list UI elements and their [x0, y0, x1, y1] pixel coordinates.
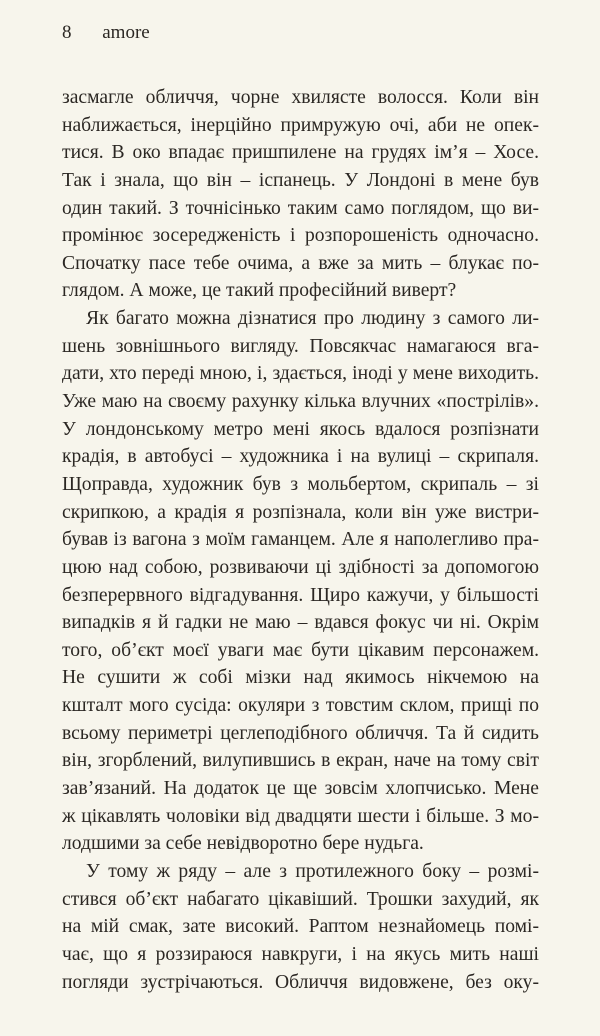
text-line: стився об’єкт набагато цікавіший. Трошки захудий, як [62, 888, 539, 910]
text-line: Щоправда, художник був з мольбертом, скрипаль – зі [62, 473, 539, 495]
text-line: випадків я й гадки не маю – вдався фокус чи ні. Окрім [62, 612, 539, 634]
text-line: У лондонському метро мені якось вдалося розпізнати [62, 418, 539, 440]
text-line: того, об’єкт моєї уваги має бути цікавим персонажем. [62, 639, 539, 661]
text-line: він, згорблений, вилупившись в екран, наче на тому світ [62, 750, 539, 772]
text-line: всьому периметрі цеглеподібного обличчя. Та й сидить [62, 722, 539, 744]
running-header [62, 22, 150, 44]
page-number: 8 [62, 22, 72, 43]
text-line: промінює зосередженість і розпорошеність одночасно. [62, 225, 539, 247]
text-line: погляди зустрічаються. Обличчя видовжене, без оку- [62, 971, 539, 993]
paragraph [62, 305, 539, 858]
text-line: бував із вагона з моїм гаманцем. Але я наполегливо пра- [62, 529, 539, 551]
text-line: скрипкою, а крадія я розпізнала, коли він уже вистри- [62, 501, 539, 523]
paragraph [62, 858, 539, 996]
page-body-text [62, 84, 539, 996]
running-title: amore [102, 22, 150, 43]
text-line: Як багато можна дізнатися про людину з самого ли- [86, 308, 539, 330]
text-line: зав’язаний. На додаток це ще зовсім хлопчисько. Мене [62, 778, 539, 800]
text-line: один такий. З точнісінько таким само поглядом, що ви- [62, 197, 539, 219]
text-line: кшталт мого сусіда: окуляри з товстим склом, прищі по [62, 695, 539, 717]
text-line: безперервного відгадування. Щиро кажучи, у більшості [62, 584, 539, 606]
text-line: чає, що я роззираюся навкруги, і на якусь мить наші [62, 943, 539, 965]
text-line: Спочатку пасе тебе очима, а вже за мить – блукає по- [62, 252, 539, 274]
text-line: наближається, інерційно примружую очі, аби не опек- [62, 114, 539, 136]
text-line: глядом. А може, це такий професійний виверт? [62, 280, 457, 302]
text-line: дати, хто переді мною, і, здається, іноді у мене виходить. [62, 363, 539, 385]
text-line: тися. В око впадає пришпилене на грудях ім’я – Хосе. [62, 142, 539, 164]
text-line: У тому ж ряду – але з протилежного боку – розмі- [86, 860, 539, 882]
text-line: шень зовнішнього вигляду. Повсякчас намагаюся вга- [62, 335, 539, 357]
text-line: ж цікавлять чоловіки від двадцяти шести і більше. З мо- [62, 805, 539, 827]
text-line: цюю над собою, розвиваючи ці здібності за допомогою [62, 556, 539, 578]
text-line: лодшими за себе невідворотно бере нудьга. [62, 833, 424, 855]
paragraph [62, 84, 539, 305]
text-line: Уже маю на своєму рахунку кілька влучних «пострілів». [62, 391, 539, 413]
text-line: Не сушити ж собі мізки над якимось нікчемою на [62, 667, 539, 689]
text-line: Так і знала, що він – іспанець. У Лондоні в мене був [62, 169, 539, 191]
text-line: крадія, в автобусі – художника і на вулиці – скрипаля. [62, 446, 539, 468]
text-line: засмагле обличчя, чорне хвилясте волосся. Коли він [62, 87, 539, 108]
text-line: на мій смак, зате високий. Раптом незнайомець помі- [62, 916, 539, 938]
